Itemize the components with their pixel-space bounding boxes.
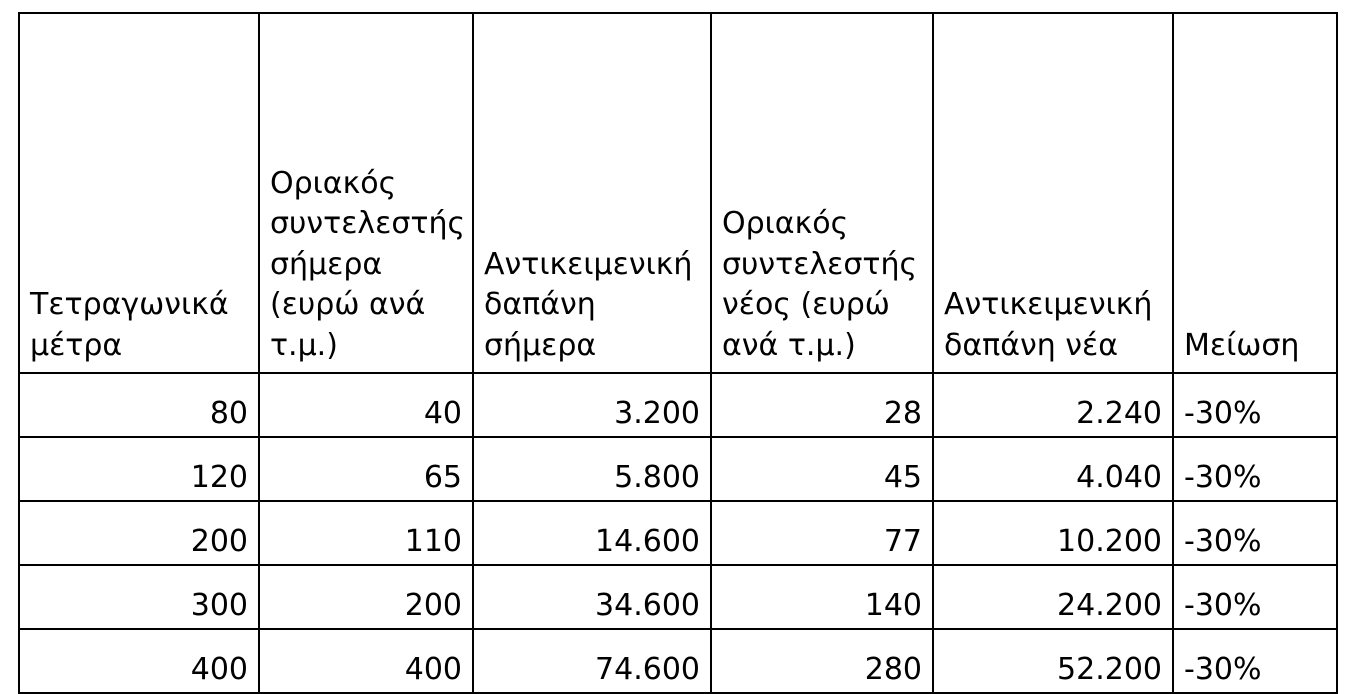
table-row [19,373,1337,437]
cell-reduction: -30% [1173,629,1337,693]
table-row [19,565,1337,629]
cell-current-rate: 40 [259,373,473,437]
table-row [19,629,1337,693]
cell-current-expense: 3.200 [473,373,711,437]
column-header-new-expense: Αντικειμενική δαπάνη νέα [933,13,1173,373]
cell-current-expense: 14.600 [473,501,711,565]
cell-current-expense: 5.800 [473,437,711,501]
cell-square-meters: 200 [19,501,259,565]
cell-new-rate: 140 [711,565,933,629]
column-header-current-rate: Οριακός συντελεστής σήμερα (ευρώ ανά τ.μ.) [259,13,473,373]
cell-current-rate: 65 [259,437,473,501]
cell-square-meters: 300 [19,565,259,629]
column-header-current-expense: Αντικειμενική δαπάνη σήμερα [473,13,711,373]
table-header-row [19,13,1337,373]
table-body [19,373,1337,693]
cell-new-expense: 2.240 [933,373,1173,437]
column-header-reduction: Μείωση [1173,13,1337,373]
column-header-square-meters: Τετραγωνικά μέτρα [19,13,259,373]
cell-current-expense: 74.600 [473,629,711,693]
cell-new-rate: 28 [711,373,933,437]
cell-square-meters: 80 [19,373,259,437]
cell-new-expense: 10.200 [933,501,1173,565]
objective-expense-table [18,12,1338,694]
cell-current-rate: 200 [259,565,473,629]
cell-reduction: -30% [1173,565,1337,629]
cell-reduction: -30% [1173,437,1337,501]
cell-current-rate: 110 [259,501,473,565]
cell-current-rate: 400 [259,629,473,693]
cell-new-rate: 45 [711,437,933,501]
cell-new-expense: 24.200 [933,565,1173,629]
cell-current-expense: 34.600 [473,565,711,629]
table-row [19,501,1337,565]
cell-reduction: -30% [1173,373,1337,437]
cell-reduction: -30% [1173,501,1337,565]
cell-new-rate: 77 [711,501,933,565]
table-container [18,12,1336,694]
column-header-new-rate: Οριακός συντελεστής νέος (ευρώ ανά τ.μ.) [711,13,933,373]
table-row [19,437,1337,501]
cell-new-rate: 280 [711,629,933,693]
cell-new-expense: 52.200 [933,629,1173,693]
table-header [19,13,1337,373]
cell-square-meters: 400 [19,629,259,693]
cell-new-expense: 4.040 [933,437,1173,501]
cell-square-meters: 120 [19,437,259,501]
